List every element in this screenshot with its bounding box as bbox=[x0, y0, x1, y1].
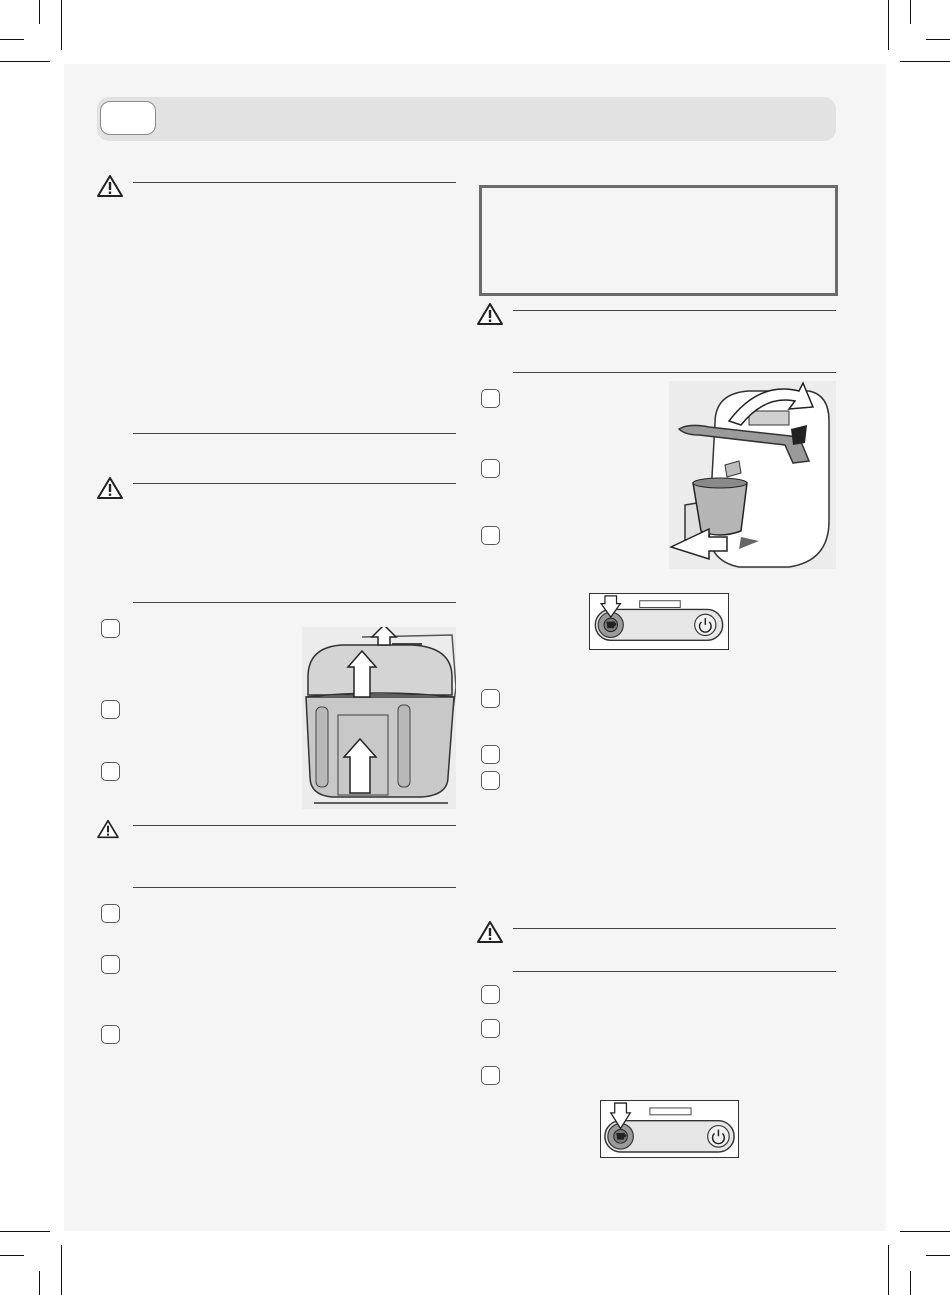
section-rule bbox=[133, 602, 456, 603]
control-panel-illustration bbox=[589, 593, 729, 650]
crop-mark bbox=[910, 1271, 911, 1295]
warning-triangle-icon bbox=[96, 174, 124, 198]
warning-triangle-icon bbox=[96, 476, 124, 500]
crop-mark bbox=[888, 0, 889, 50]
step-checkbox-icon bbox=[481, 389, 500, 408]
crop-mark bbox=[900, 1231, 950, 1232]
crop-mark bbox=[0, 1255, 24, 1256]
crop-mark bbox=[926, 39, 950, 40]
section-rule bbox=[513, 310, 836, 311]
section-rule bbox=[133, 182, 456, 183]
step-checkbox-icon bbox=[481, 745, 500, 764]
notice-frame bbox=[479, 185, 838, 296]
step-checkbox-icon bbox=[101, 955, 120, 974]
step-checkbox-icon bbox=[101, 762, 120, 781]
crop-mark bbox=[888, 1245, 889, 1295]
step-checkbox-icon bbox=[481, 689, 500, 708]
crop-mark bbox=[61, 0, 62, 50]
step-checkbox-icon bbox=[101, 1025, 120, 1044]
step-checkbox-icon bbox=[481, 1019, 500, 1038]
step-checkbox-icon bbox=[481, 459, 500, 478]
crop-mark bbox=[910, 0, 911, 24]
section-rule bbox=[513, 928, 836, 929]
crop-mark bbox=[0, 1231, 50, 1232]
crop-mark bbox=[0, 61, 50, 62]
machine-with-cup-illustration bbox=[669, 381, 836, 569]
warning-triangle-icon bbox=[476, 302, 504, 326]
step-checkbox-icon bbox=[101, 700, 120, 719]
crop-mark bbox=[61, 1245, 62, 1295]
step-checkbox-icon bbox=[481, 985, 500, 1004]
section-rule bbox=[133, 887, 456, 888]
step-checkbox-icon bbox=[481, 1066, 500, 1085]
crop-mark bbox=[900, 61, 950, 62]
section-rule bbox=[513, 971, 836, 972]
step-checkbox-icon bbox=[481, 771, 500, 790]
step-checkbox-icon bbox=[101, 904, 120, 923]
step-checkbox-icon bbox=[101, 619, 120, 638]
crop-mark bbox=[926, 1255, 950, 1256]
warning-triangle-icon bbox=[96, 819, 120, 839]
crop-mark bbox=[39, 1271, 40, 1295]
crop-mark bbox=[39, 0, 40, 24]
crop-mark bbox=[0, 39, 24, 40]
header-bar bbox=[97, 97, 836, 141]
section-rule bbox=[133, 433, 456, 434]
warning-triangle-icon bbox=[476, 920, 504, 944]
section-rule bbox=[133, 483, 456, 484]
step-checkbox-icon bbox=[481, 526, 500, 545]
control-panel-illustration bbox=[600, 1100, 739, 1158]
section-rule bbox=[513, 372, 836, 373]
water-tank-removal-illustration bbox=[302, 627, 456, 809]
section-rule bbox=[133, 825, 456, 826]
header-tab bbox=[100, 101, 156, 135]
